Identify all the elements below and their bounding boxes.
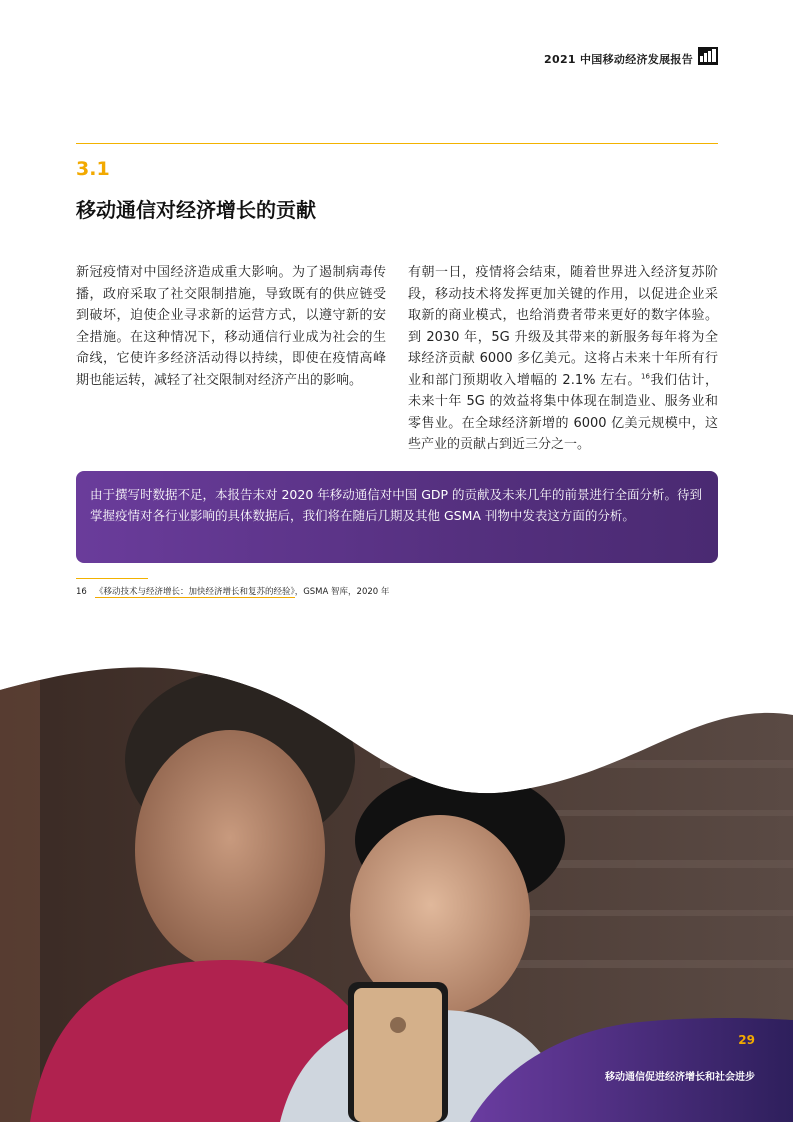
footnote-number: 16 xyxy=(76,587,87,597)
gsma-logo-icon xyxy=(698,47,718,65)
callout-box xyxy=(76,471,718,563)
body-right-column xyxy=(408,262,718,456)
callout-text: 由于撰写时数据不足，本报告未对 2020 年移动通信对中国 GDP 的贡献及未来几年的前景进行全面分析。待到掌握疫情对各行业影响的具体数据后，我们将在随后几期及其他 GSMA 刊物中发表这方面的分析。 xyxy=(90,487,703,523)
section-title: 移动通信对经济增长的贡献 xyxy=(76,198,316,222)
footnote xyxy=(76,585,389,597)
page-number: 29 xyxy=(738,1033,755,1047)
footer-chapter-title: 移动通信促进经济增长和社会进步 xyxy=(605,1072,755,1083)
report-title: 2021 中国移动经济发展报告 xyxy=(544,53,693,66)
section-number: 3.1 xyxy=(76,158,110,180)
section-divider xyxy=(76,143,718,144)
footnote-ref[interactable]: 16 xyxy=(641,372,650,381)
footnote-link[interactable]: 《移动技术与经济增长：加快经济增长和复苏的经验》 xyxy=(94,587,295,597)
footnote-divider xyxy=(76,578,148,579)
body-left-column: 新冠疫情对中国经济造成重大影响。为了遏制病毒传播，政府采取了社交限制措施，导致既有的供应链受到破坏，迫使企业寻求新的运营方式，以遵守新的安全措施。在这种情况下，移动通信行业成为社会的生命线，它使许多经济活动得以持续，即使在疫情高峰期也能运转，减轻了社交限制对经济产出的影响。 xyxy=(76,265,386,388)
footer-wave-band xyxy=(0,1010,793,1122)
body-right-text-2: 我们估计，未来十年 5G 的效益将集中体现在制造业、服务业和零售业。在全球经济新增的 6000 亿美元规模中，这些产业的贡献占到近三分之一。 xyxy=(408,372,718,452)
footnote-source: ，GSMA 智库，2020 年 xyxy=(294,587,390,597)
body-right-text-1: 有朝一日，疫情将会结束，随着世界进入经济复苏阶段，移动技术将发挥更加关键的作用，以促进企业采取新的商业模式，也给消费者带来更好的数字体验。到 2030 年，5G 升级及其带来的新服务每年将为全球经济贡献 6000 多亿美元。这将占未来十年所有行业和部门预期收入增幅的 2.1% 左右。 xyxy=(408,265,718,388)
